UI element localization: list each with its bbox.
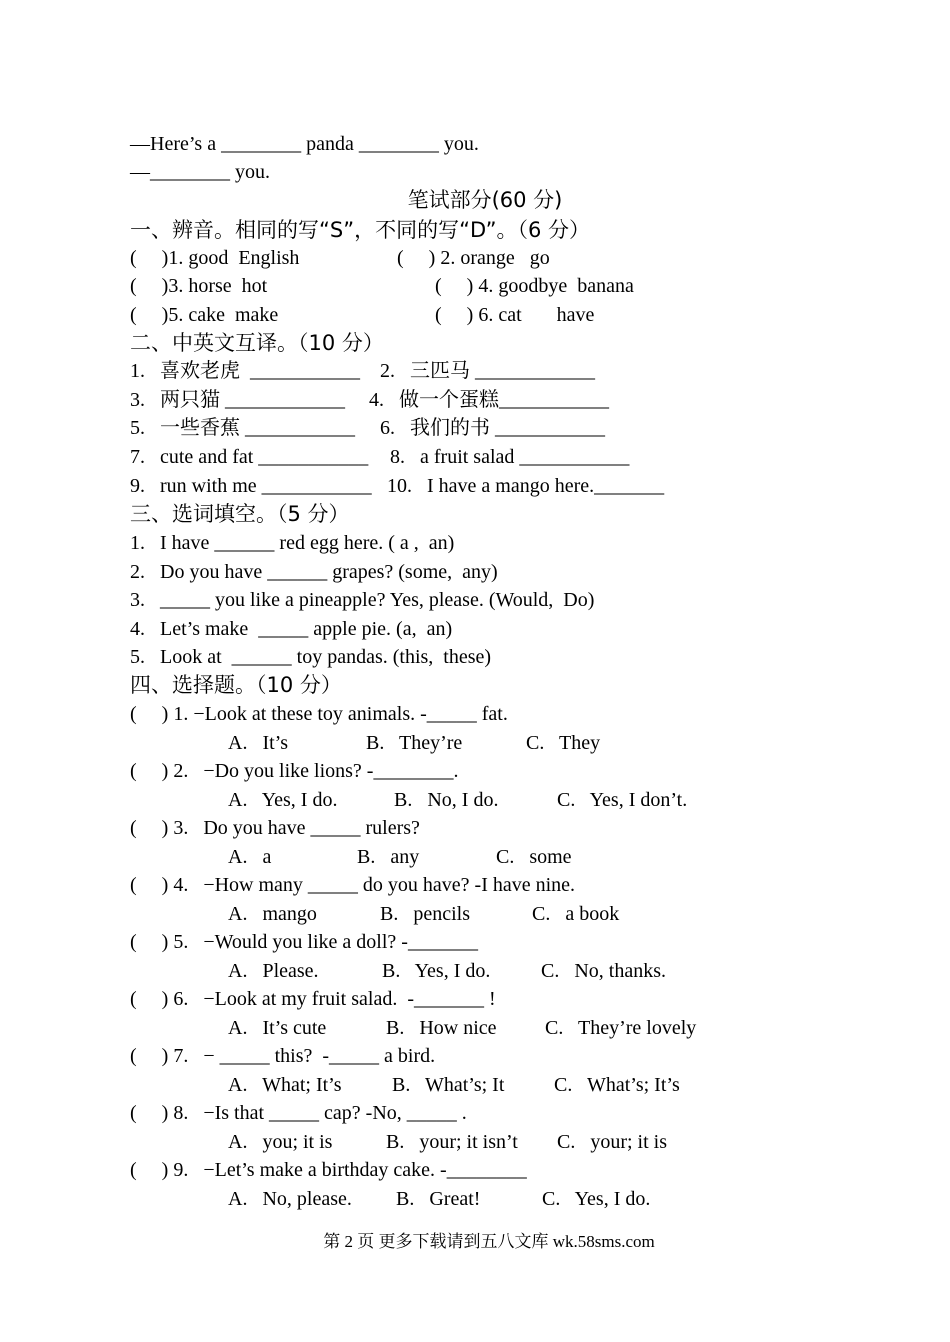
s4-option-c: C. Yes, I don’t.: [557, 789, 688, 811]
s1-item-right: ( ) 2. orange go: [397, 247, 550, 269]
s2-item-right: 10. I have a mango here._______: [387, 475, 665, 497]
s4-question: ( ) 4. −How many _____ do you have? -I have nine.: [130, 874, 576, 896]
s2-item-left: 9. run with me ___________: [130, 475, 372, 497]
s4-option-b: B. Yes, I do.: [382, 960, 491, 982]
s4-option-c: C. What’s; It’s: [554, 1074, 680, 1096]
s4-option-c: C. a book: [532, 903, 620, 925]
s4-option-a: A. No, please.: [228, 1188, 352, 1210]
s4-question: ( ) 8. −Is that _____ cap? -No, _____ .: [130, 1102, 467, 1124]
s4-option-b: B. your; it isn’t: [386, 1131, 518, 1153]
s4-option-a: A. It’s cute: [228, 1017, 327, 1039]
s4-option-c: C. your; it is: [557, 1131, 668, 1153]
s4-option-b: B. any: [357, 846, 420, 868]
s4-option-a: A. It’s: [228, 732, 288, 754]
page-title: 笔试部分(60 分): [407, 188, 563, 212]
s4-option-c: C. some: [496, 846, 572, 868]
dialogue-line-1: —Here’s a ________ panda ________ you.: [130, 133, 479, 155]
s4-question: ( ) 5. −Would you like a doll? -_______: [130, 931, 478, 953]
s1-item-right: ( ) 4. goodbye banana: [435, 275, 634, 297]
s4-option-b: B. How nice: [386, 1017, 497, 1039]
s2-item-left: 7. cute and fat ___________: [130, 446, 369, 468]
s4-question: ( ) 3. Do you have _____ rulers?: [130, 817, 420, 839]
dialogue-line-2: —________ you.: [130, 161, 270, 183]
s4-question: ( ) 6. −Look at my fruit salad. -_______ !: [130, 988, 496, 1010]
s3-item: 4. Let’s make _____ apple pie. (a, an): [130, 618, 453, 640]
s4-option-c: C. No, thanks.: [541, 960, 666, 982]
s2-item-right: 8. a fruit salad ___________: [390, 446, 630, 468]
s4-option-b: B. Great!: [396, 1188, 481, 1210]
s2-item-right: 2. 三匹马 ____________: [380, 360, 595, 382]
s3-item: 5. Look at ______ toy pandas. (this, these): [130, 646, 492, 668]
s4-option-a: A. Please.: [228, 960, 319, 982]
s1-item-left: ( )5. cake make: [130, 304, 279, 326]
s4-option-a: A. a: [228, 846, 272, 868]
section2-heading: 二、中英文互译。（10 分）: [130, 331, 384, 355]
s4-option-a: A. Yes, I do.: [228, 789, 338, 811]
s4-option-c: C. They: [526, 732, 601, 754]
s2-item-left: 5. 一些香蕉 ___________: [130, 417, 355, 439]
s1-item-left: ( )1. good English: [130, 247, 300, 269]
s4-option-a: A. What; It’s: [228, 1074, 342, 1096]
s4-question: ( ) 9. −Let’s make a birthday cake. -________: [130, 1159, 527, 1181]
section4-heading: 四、选择题。（10 分）: [130, 673, 342, 697]
s2-item-right: 6. 我们的书 ___________: [380, 417, 605, 439]
s1-item-right: ( ) 6. cat have: [435, 304, 595, 326]
s4-question: ( ) 2. −Do you like lions? -________.: [130, 760, 459, 782]
s4-option-c: C. They’re lovely: [545, 1017, 697, 1039]
s4-option-c: C. Yes, I do.: [542, 1188, 651, 1210]
s4-option-b: B. What’s; It: [392, 1074, 505, 1096]
s4-option-b: B. They’re: [366, 732, 463, 754]
s2-item-left: 1. 喜欢老虎 ___________: [130, 360, 360, 382]
s2-item-left: 3. 两只猫 ____________: [130, 389, 345, 411]
s1-item-left: ( )3. horse hot: [130, 275, 268, 297]
s4-option-a: A. you; it is: [228, 1131, 333, 1153]
section1-heading: 一、辨音。相同的写“S”，不同的写“D”。（6 分）: [130, 218, 590, 242]
page-footer: 第 2 页 更多下载请到五八文库 wk.58sms.com: [323, 1232, 655, 1251]
section3-heading: 三、选词填空。（5 分）: [130, 502, 350, 526]
s3-item: 1. I have ______ red egg here. ( a , an): [130, 532, 455, 554]
s4-option-a: A. mango: [228, 903, 317, 925]
s4-option-b: B. pencils: [380, 903, 470, 925]
s2-item-right: 4. 做一个蛋糕___________: [369, 389, 609, 411]
s4-option-b: B. No, I do.: [394, 789, 499, 811]
s3-item: 2. Do you have ______ grapes? (some, any): [130, 561, 498, 583]
s4-question: ( ) 1. −Look at these toy animals. -_____ fat.: [130, 703, 508, 725]
s3-item: 3. _____ you like a pineapple? Yes, please. (Would, Do): [130, 589, 595, 611]
s4-question: ( ) 7. − _____ this? -_____ a bird.: [130, 1045, 436, 1067]
